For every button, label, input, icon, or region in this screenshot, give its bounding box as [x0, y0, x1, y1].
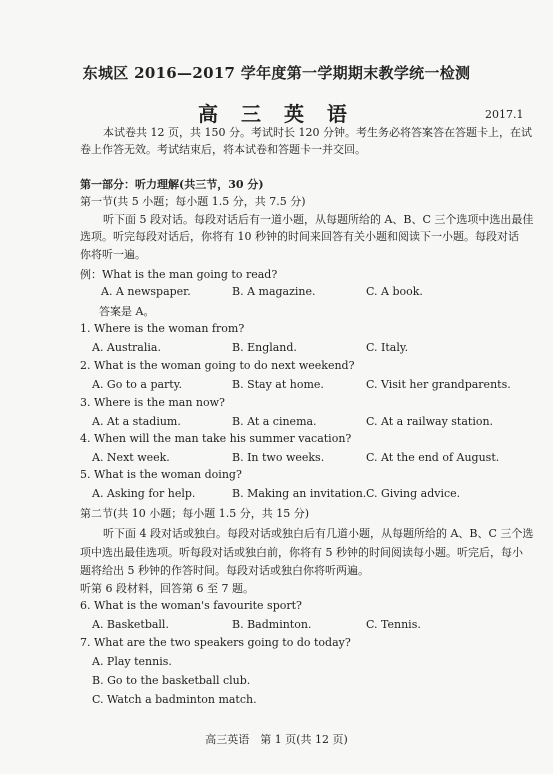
- question-7-option-c: C. Watch a badminton match.: [92, 693, 257, 706]
- section2-heading: 第二节(共 10 小题；每小题 1.5 分，共 15 分): [80, 507, 310, 520]
- question-6-option-b: B. Badminton.: [232, 618, 312, 631]
- question-1: 1. Where is the woman from?: [80, 322, 245, 335]
- question-1-option-a: A. Australia.: [92, 341, 161, 354]
- question-5: 5. What is the woman doing?: [80, 468, 242, 481]
- question-2-option-b: B. Stay at home.: [232, 378, 324, 391]
- example-option-b: B. A magazine.: [232, 285, 316, 298]
- example-option-a: A. A newspaper.: [101, 285, 191, 298]
- question-1-option-b: B. England.: [232, 341, 297, 354]
- section2-instruction-2: 项中选出最佳选项。听每段对话或独白前，你将有 5 秒钟的时间阅读每小题。听完后，每小: [80, 546, 523, 559]
- section1-instruction-1: 听下面 5 段对话。每段对话后有一道小题，从每题所给的 A、B、C 三个选项中选出最佳: [103, 213, 534, 226]
- question-5-option-a: A. Asking for help.: [92, 487, 196, 500]
- example-question: 例：What is the man going to read?: [80, 268, 278, 281]
- question-6-option-c: C. Tennis.: [366, 618, 421, 631]
- section1-instruction-3: 你将听一遍。: [80, 248, 146, 261]
- question-2: 2. What is the woman going to do next weekend?: [80, 359, 355, 372]
- question-4-option-a: A. Next week.: [92, 451, 170, 464]
- part1-heading: 第一部分：听力理解(共三节，30 分): [80, 178, 264, 191]
- question-5-option-c: C. Giving advice.: [366, 487, 461, 500]
- exam-date: 2017.1: [485, 108, 524, 121]
- section2-instruction-3: 题将给出 5 秒钟的作答时间。每段对话或独白你将听两遍。: [80, 564, 369, 577]
- question-3-option-c: C. At a railway station.: [366, 415, 494, 428]
- question-3: 3. Where is the man now?: [80, 396, 225, 409]
- question-4-option-b: B. In two weeks.: [232, 451, 325, 464]
- material-6-note: 听第 6 段材料，回答第 6 至 7 题。: [80, 582, 254, 595]
- example-option-c: C. A book.: [366, 285, 423, 298]
- section1-instruction-2: 选项。听完每段对话后，你将有 10 秒钟的时间来回答有关小题和阅读下一小题。每段对话: [80, 230, 519, 243]
- example-answer: 答案是 A。: [99, 305, 155, 318]
- question-6-option-a: A. Basketball.: [92, 618, 169, 631]
- question-7-option-a: A. Play tennis.: [92, 655, 172, 668]
- question-5-option-b: B. Making an invitation.: [232, 487, 367, 500]
- question-2-option-a: A. Go to a party.: [92, 378, 182, 391]
- question-4-option-c: C. At the end of August.: [366, 451, 500, 464]
- question-6: 6. What is the woman's favourite sport?: [80, 599, 302, 612]
- subject-title: 高 三 英 语: [198, 102, 355, 126]
- question-2-option-c: C. Visit her grandparents.: [366, 378, 511, 391]
- exam-title: 东城区 2016—2017 学年度第一学期期末教学统一检测: [82, 64, 471, 82]
- intro-line-2: 卷上作答无效。考试结束后，将本试卷和答题卡一并交回。: [80, 143, 366, 156]
- intro-line-1: 本试卷共 12 页，共 150 分。考试时长 120 分钟。考生务必将答案答在答题卡上，在试: [103, 126, 532, 139]
- question-7: 7. What are the two speakers going to do today?: [80, 636, 351, 649]
- section2-instruction-1: 听下面 4 段对话或独白。每段对话或独白后有几道小题，从每题所给的 A、B、C 三个选: [103, 527, 534, 540]
- question-1-option-c: C. Italy.: [366, 341, 409, 354]
- question-4: 4. When will the man take his summer vacation?: [80, 432, 352, 445]
- question-3-option-a: A. At a stadium.: [92, 415, 181, 428]
- section1-heading: 第一节(共 5 小题；每小题 1.5 分，共 7.5 分): [80, 195, 306, 208]
- page-footer: 高三英语 第 1 页(共 12 页): [205, 733, 348, 746]
- question-7-option-b: B. Go to the basketball club.: [92, 674, 251, 687]
- question-3-option-b: B. At a cinema.: [232, 415, 317, 428]
